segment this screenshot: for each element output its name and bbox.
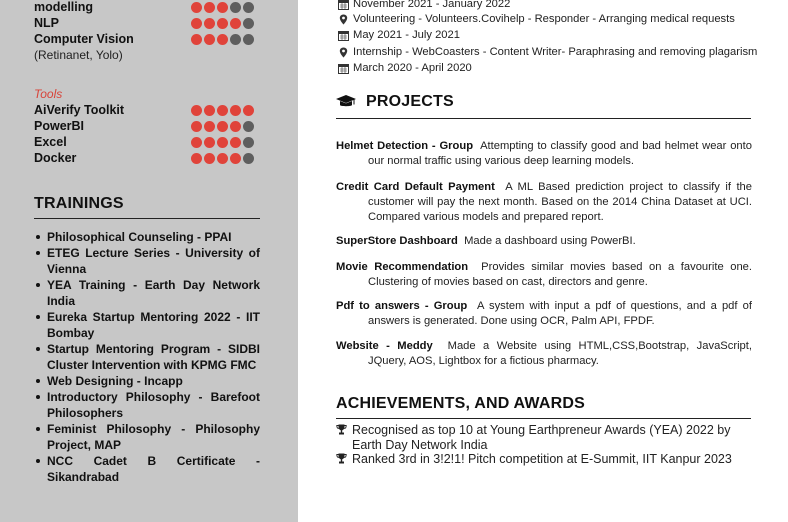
experience-row [338, 0, 510, 10]
list-item: ETEG Lecture Series - University of Vienna [34, 245, 260, 277]
rating-dot-empty [243, 2, 254, 13]
section-divider [336, 418, 751, 419]
list-item: Philosophical Counseling - PPAI [34, 229, 260, 245]
achievement-text: Recognised as top 10 at Young Earthpreneur Awards (YEA) 2022 by Earth Day Network India [352, 423, 731, 452]
calendar-icon [338, 63, 349, 74]
skill-rating [191, 18, 254, 29]
skill-name: modelling [34, 0, 94, 14]
project-desc: Made a Website using HTML,CSS,Bootstrap, JavaScript, JQuery, AOS, Lightbox for a fictious pharmacy. [368, 340, 752, 367]
list-item: Eureka Startup Mentoring 2022 - IIT Bombay [34, 309, 260, 341]
list-item: YEA Training - Earth Day Network India [34, 277, 260, 309]
experience-text: May 2021 - July 2021 [353, 29, 460, 41]
tools-label: Tools [34, 87, 63, 101]
project-item [336, 234, 752, 249]
projects-title: PROJECTS [366, 93, 454, 110]
list-item: Feminist Philosophy - Philosophy Project, MAP [34, 421, 260, 453]
tool-name: Docker [34, 151, 77, 165]
rating-dot-filled [191, 153, 202, 164]
list-item: Web Designing - Incapp [34, 373, 260, 389]
rating-dot-filled [204, 105, 215, 116]
project-item [336, 180, 752, 225]
achievement-item [336, 423, 752, 453]
achievements-title: ACHIEVEMENTS, AND AWARDS [336, 395, 585, 412]
rating-dot-filled [217, 18, 228, 29]
project-name: Movie Recommendation [336, 261, 469, 273]
rating-dot-filled [217, 2, 228, 13]
rating-dot-filled [204, 121, 215, 132]
rating-dot-filled [191, 34, 202, 45]
rating-dot-filled [230, 18, 241, 29]
rating-dot-filled [217, 105, 228, 116]
rating-dot-filled [230, 137, 241, 148]
rating-dot-empty [230, 34, 241, 45]
experience-row [338, 46, 757, 58]
project-item [336, 339, 752, 369]
sidebar [0, 0, 298, 522]
rating-dot-empty [243, 18, 254, 29]
skill-rating [191, 2, 254, 13]
experience-row [338, 29, 460, 41]
tool-name: AiVerify Toolkit [34, 103, 125, 117]
graduation-cap-icon [336, 95, 356, 113]
list-item: Introductory Philosophy - Barefoot Philosophers [34, 389, 260, 421]
trophy-icon [336, 453, 347, 468]
rating-dot-filled [191, 121, 202, 132]
project-name: SuperStore Dashboard [336, 235, 458, 247]
tool-rating [191, 153, 254, 164]
experience-text: Volunteering - Volunteers.Covihelp - Responder - Arranging medical requests [353, 13, 735, 25]
project-item [336, 299, 752, 329]
experience-row [338, 13, 735, 25]
rating-dot-filled [217, 137, 228, 148]
project-name: Helmet Detection - Group [336, 140, 474, 152]
experience-text: March 2020 - April 2020 [353, 62, 472, 74]
rating-dot-empty [243, 137, 254, 148]
rating-dot-filled [204, 18, 215, 29]
project-desc: Provides similar movies based on a favourite one. Clustering of movies based on cast, directors and genre. [368, 261, 752, 288]
rating-dot-filled [230, 153, 241, 164]
calendar-icon [338, 30, 349, 41]
skill-name: Computer Vision [34, 32, 134, 46]
location-icon [338, 14, 349, 25]
rating-dot-filled [191, 105, 202, 116]
project-item [336, 139, 752, 169]
rating-dot-filled [230, 121, 241, 132]
rating-dot-empty [243, 153, 254, 164]
rating-dot-filled [217, 121, 228, 132]
project-desc: A ML Based prediction project to classify if the customer will pay the next month. Based on the 2014 China Dataset at UCI. Compared various models and prepared report. [368, 181, 753, 223]
rating-dot-filled [191, 137, 202, 148]
experience-row [338, 62, 472, 74]
rating-dot-filled [204, 153, 215, 164]
project-desc: A system with input a pdf of questions, and a pdf of answers is generated. Done using OCR, Palm API, FPDF. [368, 300, 752, 327]
tool-name: Excel [34, 135, 67, 149]
rating-dot-empty [243, 34, 254, 45]
rating-dot-filled [191, 18, 202, 29]
skill-note: (Retinanet, Yolo) [34, 48, 123, 62]
skill-name: NLP [34, 16, 59, 30]
skill-rating [191, 34, 254, 45]
trainings-list [34, 229, 260, 485]
rating-dot-filled [204, 34, 215, 45]
project-desc: Made a dashboard using PowerBI. [464, 235, 636, 247]
rating-dot-filled [230, 105, 241, 116]
project-name: Pdf to answers - Group [336, 300, 468, 312]
trophy-icon [336, 424, 347, 439]
rating-dot-empty [243, 121, 254, 132]
project-desc: Attempting to classify good and bad helmet wear onto our normal traffic using various deep learning models. [368, 140, 752, 167]
rating-dot-filled [243, 105, 254, 116]
achievement-item [336, 452, 752, 467]
rating-dot-filled [204, 137, 215, 148]
rating-dot-filled [204, 2, 215, 13]
rating-dot-filled [217, 34, 228, 45]
achievement-text: Ranked 3rd in 3!2!1! Pitch competition at E-Summit, IIT Kanpur 2023 [352, 452, 732, 466]
tool-rating [191, 105, 254, 116]
list-item: NCC Cadet B Certificate - Sikandrabad [34, 453, 260, 485]
project-name: Credit Card Default Payment [336, 181, 495, 193]
experience-text: November 2021 - January 2022 [353, 0, 511, 10]
section-divider [34, 218, 260, 219]
rating-dot-empty [230, 2, 241, 13]
tool-name: PowerBI [34, 119, 85, 133]
location-icon [338, 47, 349, 58]
list-item: Startup Mentoring Program - SIDBI Cluster Intervention with KPMG FMC [34, 341, 260, 373]
calendar-icon [338, 0, 349, 10]
project-item [336, 260, 752, 290]
rating-dot-filled [217, 153, 228, 164]
tool-rating [191, 137, 254, 148]
tool-rating [191, 121, 254, 132]
trainings-title: TRAININGS [34, 195, 124, 212]
project-name: Website - Meddy [336, 340, 433, 352]
experience-text: Internship - WebCoasters - Content Writer- Paraphrasing and removing plagarism [353, 46, 758, 58]
section-divider [336, 118, 751, 119]
rating-dot-filled [191, 2, 202, 13]
